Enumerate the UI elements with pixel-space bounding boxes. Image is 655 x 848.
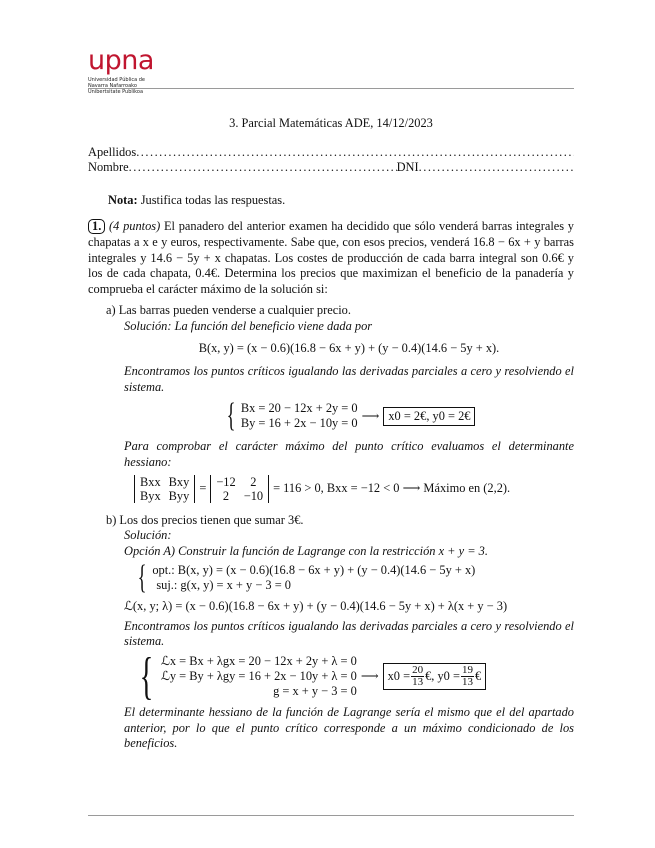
x0-label: x0 = xyxy=(387,668,411,683)
lagrange-equation: ℒ(x, y; λ) = (x − 0.6)(16.8 − 6x + y) + (y − 0.4)(14.6 − 5y + x) + λ(x + y − 3) xyxy=(124,599,508,614)
apellidos-label: Apellidos xyxy=(88,144,137,159)
currency-symbol: € xyxy=(474,668,482,683)
arrow-icon: ⟶ xyxy=(361,408,380,423)
part-b-option-a: Opción A) Construir la función de Lagrange con la restricción x + y = 3. xyxy=(124,543,488,558)
problem-text: El panadero del anterior examen ha decidido que sólo venderá barras integrales y chapatas a x e y euros, respectivamente. Sabe que, con esos precios, venderá 16.8 − 6x + y barras integrales y 14.6 − 5y + x chapatas. Los costes de producción de cada barra integral son 0.6€ y los de cada chapata, 0.4€. Determina los precios que maximizan el beneficio de la panadería y comprueba el carácter máximo de la solución si: xyxy=(88,219,574,296)
part-a-label: a) Las barras pueden venderse a cualquier precio. xyxy=(106,303,351,318)
nota-label: Nota: xyxy=(108,192,138,207)
nota-text: Justifica todas las respuestas. xyxy=(140,192,286,207)
hessian-conclusion: = 116 > 0, Bxx = −12 < 0 ⟶ Máximo en (2,2). xyxy=(273,480,511,495)
footer-rule xyxy=(88,815,574,816)
header-rule xyxy=(88,88,574,89)
opt-line: opt.: B(x, y) = (x − 0.6)(16.8 − 6x + y) + (y − 0.4)(14.6 − 5y + x) xyxy=(152,563,476,578)
opt-system: { opt.: B(x, y) = (x − 0.6)(16.8 − 6x + y) + (y − 0.4)(14.6 − 5y + x) suj.: g(x, y) = x + y − 3 = 0 xyxy=(137,559,476,597)
part-b-system: { ℒx = Bx + λgx = 20 − 12x + 2y + λ = 0 ℒy = By + λgy = 16 + 2x − 10y + λ = 0 g = x + y − 3 = 0 ⟶ x0 = $\frac{20}{13}$ €, y0 = $\frac{19}{13}$ € xyxy=(134,654,574,699)
part-a-hessian-text: Para comprobar el carácter máximo del punto crítico evaluamos el determinante hessiano: xyxy=(124,439,574,469)
y0-den: 13 xyxy=(461,676,473,689)
suj-line: suj.: g(x, y) = x + y − 3 = 0 xyxy=(156,578,291,593)
x0-den: 13 xyxy=(412,676,424,689)
m-byy: Byy xyxy=(168,488,190,503)
n12: 2 xyxy=(250,474,257,489)
exam-content xyxy=(88,116,574,752)
exam-title: 3. Parcial Matemáticas ADE, 14/12/2023 xyxy=(229,116,433,130)
apellidos-line xyxy=(88,145,574,161)
part-b-sol-label: Solución: xyxy=(124,528,172,543)
part-b-sys-line-3: g = x + y − 3 = 0 xyxy=(273,684,357,699)
nota xyxy=(108,193,574,209)
arrow-icon: ⟶ xyxy=(360,668,379,683)
benefit-equation: B(x, y) = (x − 0.6)(16.8 − 6x + y) + (y − 0.4)(14.6 − 5y + x). xyxy=(198,340,500,355)
n21: 2 xyxy=(222,488,230,503)
part-b-result xyxy=(383,663,487,690)
nombre-label: Nombre xyxy=(88,160,129,175)
part-a-sol-intro: Solución: La función del beneficio viene dada por xyxy=(124,318,373,333)
hessian-symbolic xyxy=(134,475,195,503)
nombre-dots xyxy=(129,160,397,176)
part-a-solution xyxy=(124,319,574,503)
hessian-numeric xyxy=(210,475,269,503)
part-b-solution xyxy=(124,528,574,752)
y0-num: 19 xyxy=(461,664,473,677)
problem-number: 1. xyxy=(88,219,105,234)
part-b-conclusion: El determinante hessiano de la función de Lagrange sería el mismo que el del apartado anterior, por lo que el punto crítico corresponde a un máximo condicionado de los beneficios. xyxy=(124,705,574,751)
logo-text: upna xyxy=(88,45,154,76)
logo-subtext: Universidad Pública de Navarra Nafarroako Unibertsitate Publikoa xyxy=(88,77,146,95)
dni-dots xyxy=(419,160,574,176)
n22: −10 xyxy=(243,488,264,503)
part-a-sys-line-1: Bx = 20 − 12x + 2y = 0 xyxy=(240,401,358,416)
m-bxx: Bxx xyxy=(140,474,161,489)
part-a-critical-text: Encontramos los puntos críticos igualando las derivadas parciales a cero y resolviendo el sistema. xyxy=(124,364,574,394)
part-b-critical-text: Encontramos los puntos críticos igualando las derivadas parciales a cero y resolviendo el sistema. xyxy=(124,618,574,649)
n11: −12 xyxy=(216,474,236,489)
hessian-row xyxy=(134,475,574,503)
part-b-label: b) Los dos precios tienen que sumar 3€. xyxy=(106,512,304,527)
m-byx: Byx xyxy=(140,488,161,503)
dni-label: DNI xyxy=(396,160,419,175)
apellidos-dots xyxy=(136,145,574,161)
problem-points: (4 puntos) xyxy=(109,219,161,234)
problem-1-statement xyxy=(88,219,574,297)
x0-num: 20 xyxy=(412,664,424,677)
part-b-sys-line-2: ℒy = By + λgy = 16 + 2x − 10y + λ = 0 xyxy=(160,669,357,684)
equals-sign: = xyxy=(199,480,207,495)
nombre-line xyxy=(88,160,574,176)
part-a-system: { Bx = 20 − 12x + 2y = 0 By = 16 + 2x − 10y = 0 ⟶ x0 = 2€, y0 = 2€ xyxy=(124,401,574,431)
y0-label: €, y0 = xyxy=(425,668,460,683)
m-bxy: Bxy xyxy=(168,474,190,489)
part-a-result: x0 = 2€, y0 = 2€ xyxy=(383,407,475,427)
part-a-sys-line-2: By = 16 + 2x − 10y = 0 xyxy=(240,416,358,431)
part-b-sys-line-1: ℒx = Bx + λgx = 20 − 12x + 2y + λ = 0 xyxy=(160,654,357,669)
